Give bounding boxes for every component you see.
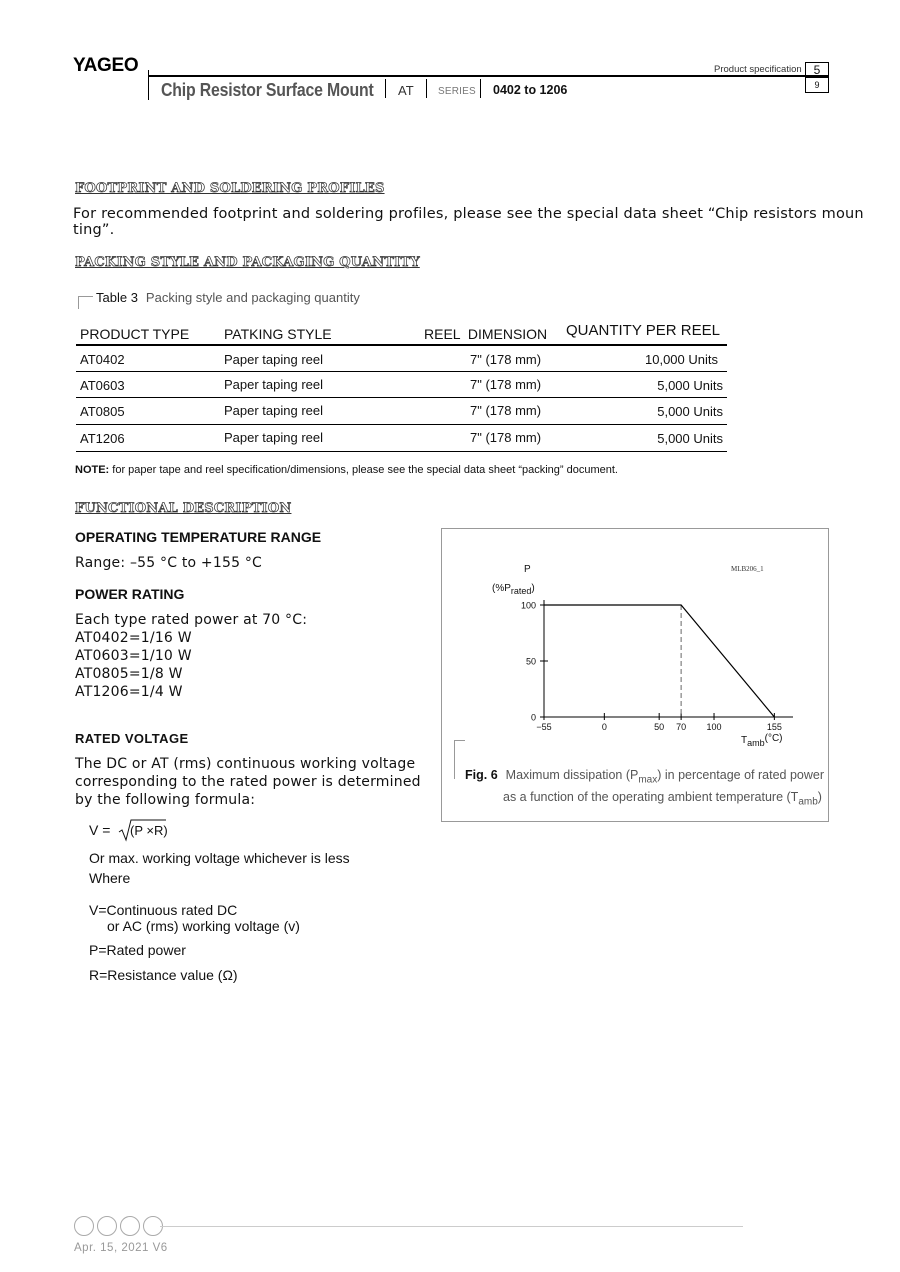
header-divider	[148, 70, 149, 100]
table-caption	[96, 290, 360, 305]
table-cell: AT0805	[80, 404, 125, 419]
definition: R=Resistance value (Ω)	[89, 967, 238, 983]
product-spec-label: Product specification	[714, 64, 802, 75]
series-code: AT	[398, 83, 414, 98]
op-temp-text: Range: –55 °C to +155 °C	[75, 555, 263, 571]
y-tick-label: 100	[520, 600, 536, 611]
formula-rhs: (P ×R)	[130, 823, 168, 838]
figure-caption	[465, 767, 824, 810]
column-header: QUANTITY PER REEL	[566, 322, 720, 339]
caption-text: ) in percentage of rated power	[657, 768, 825, 782]
note-text: for paper tape and reel specification/dimensions, please see the special data sheet “packing” document.	[109, 464, 618, 476]
table-cell: AT0603	[80, 378, 125, 393]
page-total: 9	[814, 80, 820, 90]
footer-date: Apr. 15, 2021 V6	[74, 1242, 168, 1254]
table-cell: 10,000 Units	[645, 352, 718, 367]
figure-caption-marker	[454, 740, 465, 779]
table-cell: 5,000 Units	[657, 378, 723, 393]
caption-subscript: max	[638, 774, 658, 786]
header-divider	[480, 79, 481, 98]
y-axis-label: P	[524, 564, 531, 575]
footer-rule	[160, 1226, 743, 1227]
footprint-heading: FOOTPRINT AND SOLDERING PROFILES	[75, 181, 385, 196]
table-cell: Paper taping reel	[224, 430, 324, 445]
footer-icon-1	[74, 1216, 94, 1236]
chart-axes	[544, 600, 793, 717]
footer-icon-3	[120, 1216, 140, 1236]
op-temp-heading: OPERATING TEMPERATURE RANGE	[75, 529, 322, 545]
table-cell: 5,000 Units	[657, 431, 723, 446]
table-rule	[76, 424, 727, 425]
table-cell: AT0402	[80, 352, 125, 367]
x-axis-label: Tamb(°C)	[741, 733, 783, 748]
caption-text: as a function of the operating ambient temperature (T	[503, 789, 799, 804]
table-cell: Paper taping reel	[224, 403, 324, 418]
page-number: 5	[806, 63, 828, 78]
table-cell: 5,000 Units	[657, 404, 723, 419]
packing-note	[75, 464, 618, 476]
table-cell: 7" (178 mm)	[470, 430, 542, 445]
table-rule	[76, 451, 727, 452]
series-label: SERIES	[438, 86, 476, 97]
power-line: AT1206=1/4 W	[75, 684, 183, 700]
column-header: PRODUCT TYPE	[80, 326, 190, 342]
document-title: Chip Resistor Surface Mount	[161, 80, 374, 100]
y-axis-unit: (%Prated)	[492, 583, 535, 596]
power-heading: POWER RATING	[75, 586, 185, 602]
note-label: NOTE:	[75, 464, 110, 476]
table-description: Packing style and packaging quantity	[145, 290, 360, 305]
table-rule	[76, 397, 727, 398]
figure-label: Fig. 6	[465, 768, 498, 782]
rated-voltage-text: The DC or AT (rms) continuous working voltage corresponding to the rated power is determined by the following formula:	[75, 756, 421, 808]
where-text: Where	[89, 870, 131, 886]
chart-series	[544, 605, 774, 717]
power-line: AT0402=1/16 W	[75, 630, 192, 646]
table-cell: Paper taping reel	[224, 352, 324, 367]
x-tick-label: 0	[601, 722, 607, 732]
caption-text: )	[817, 789, 822, 804]
definition: P=Rated power	[89, 942, 186, 958]
table-rule	[76, 371, 727, 372]
formula-lhs: V =	[89, 822, 111, 838]
definition: or AC (rms) working voltage (v)	[107, 918, 300, 934]
derating-curve	[544, 605, 774, 717]
table-cell: 7" (178 mm)	[470, 352, 542, 367]
rated-voltage-heading: RATED VOLTAGE	[75, 731, 189, 746]
table-rule	[76, 344, 727, 346]
table-cell: 7" (178 mm)	[470, 377, 542, 392]
x-tick-label: 155	[766, 722, 782, 732]
size-range: 0402 to 1206	[493, 83, 568, 97]
header-divider	[385, 79, 386, 98]
figure-code: MLB206_1	[731, 565, 764, 573]
packing-heading: PACKING STYLE AND PACKAGING QUANTITY	[75, 255, 420, 270]
brand-logo: YAGEO	[73, 55, 139, 76]
table-cell: Paper taping reel	[224, 377, 324, 392]
functional-heading: FUNCTIONAL DESCRIPTION	[75, 501, 292, 516]
footer-icon-2	[97, 1216, 117, 1236]
x-tick-label: 50	[654, 722, 665, 732]
footprint-text: For recommended footprint and soldering profiles, please see the special data sheet “Chip resistors moun ting”.	[73, 206, 864, 238]
column-header: REEL DIMENSION	[424, 326, 548, 342]
x-tick-label: 70	[676, 722, 687, 732]
x-tick-label: −55	[536, 722, 552, 732]
caption-text: Maximum dissipation (P	[505, 768, 639, 782]
power-line: AT0603=1/10 W	[75, 648, 192, 664]
table-cell: 7" (178 mm)	[470, 403, 542, 418]
header-divider	[426, 79, 427, 98]
header-rule	[148, 75, 828, 77]
column-header: PATKING STYLE	[224, 326, 332, 342]
definition: V=Continuous rated DC	[89, 902, 238, 918]
table-label: Table 3	[96, 290, 138, 305]
y-tick-label: 50	[525, 656, 536, 667]
page-number-box	[805, 62, 829, 93]
max-voltage-text: Or max. working voltage whichever is less	[89, 850, 350, 866]
caption-subscript: amb	[798, 796, 818, 807]
table-cell: AT1206	[80, 431, 125, 446]
x-tick-label: 100	[706, 722, 722, 732]
caption-marker	[78, 296, 93, 309]
chart-ticks	[521, 601, 782, 733]
power-line: Each type rated power at 70 °C:	[75, 612, 308, 628]
power-line: AT0805=1/8 W	[75, 666, 183, 682]
derating-chart	[441, 528, 827, 758]
y-tick-label: 0	[530, 712, 536, 723]
